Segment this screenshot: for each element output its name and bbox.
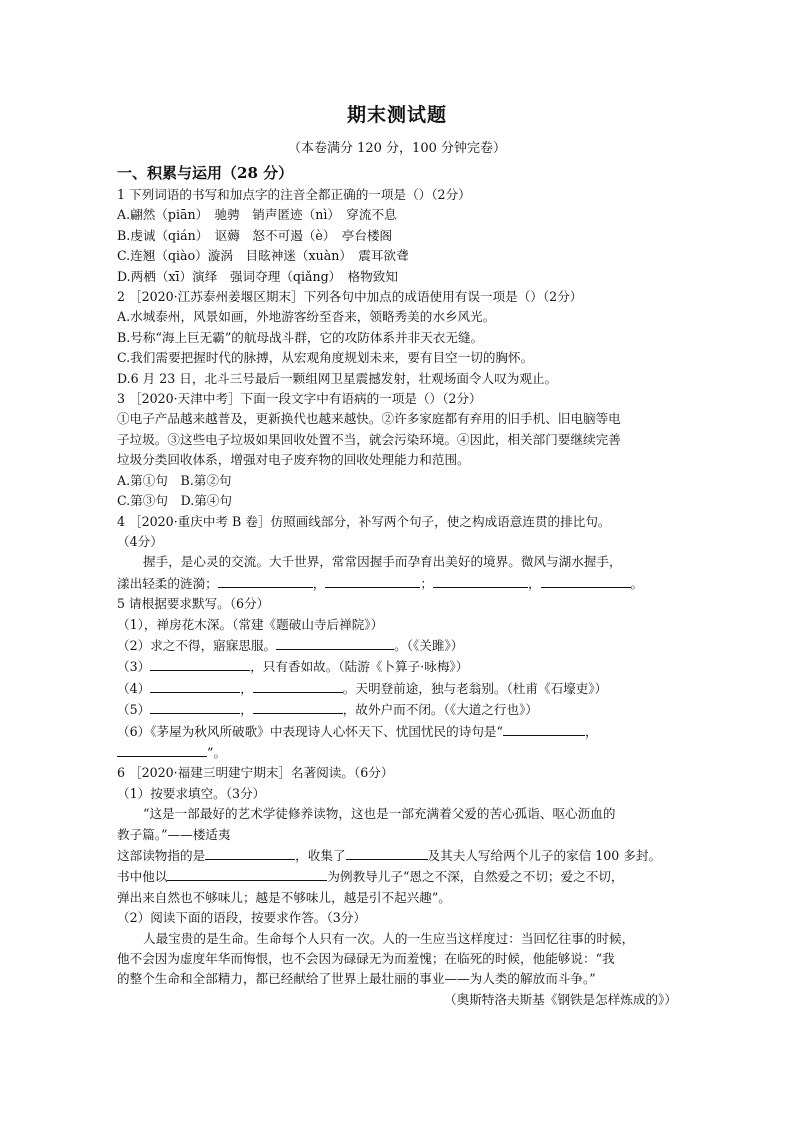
question-score: （4分） [117,533,163,549]
page-subtitle: （本卷满分 120 分，100 分钟完卷） [287,141,507,156]
sub-question-1: （1）按要求填空。（3分） [117,785,266,801]
recite-text: （5） [117,702,151,718]
answer-blank[interactable] [253,678,343,693]
fill-line [117,866,677,887]
passage-line: 握手，是心灵的交流。大千世界，常常因握手而孕育出美好的境界。微风与湖水握手， [143,554,622,570]
answer-blank[interactable] [346,845,428,860]
fill-line [117,845,677,866]
option-a: A.翩然（piān） 驰骋 销声匿迹（nì） 穿流不息 [117,207,397,223]
punct: ， [312,575,326,591]
punct: 。 [630,575,644,591]
quote-line: 教子篇。”——楼适夷 [117,826,231,842]
recite-text: 。（《关雎》） [394,637,464,653]
reading-line: 的整个生命和全部精力，都已经献给了世界上最壮丽的事业——为人类的解放而斗争。” [117,971,596,987]
quote-line: “这是一部最好的艺术学徒修养读物，这也是一部充满着父爱的苦心孤诣、呕心沥血的 [143,806,616,822]
answer-blank[interactable] [433,573,528,588]
sub-question-2: （2）阅读下面的语段，按要求作答。（3分） [117,910,367,926]
fill-text: 为例教导儿子“恩之不深，自然爱之不切；爱之不切， [327,869,624,885]
recite-text: （6）《茅屋为秋风所破歌》中表现诗人心怀天下、忧国忧民的诗句是“ [117,723,503,739]
answer-blank[interactable] [150,699,240,714]
section-heading: 一、积累与运用（28 分） [117,164,294,182]
passage-text: 漾出轻柔的涟漪； [117,575,218,591]
answer-blank[interactable] [503,721,585,736]
recite-line-2 [117,635,677,656]
question-stem: 5 请根据要求默写。（6分） [117,596,270,612]
recite-text: ，只有香如故。（陆游《卜算子·咏梅》） [250,659,469,675]
recite-line-4 [117,678,677,699]
recite-line-7 [117,742,677,763]
option-d: D.两栖（xī）演绎 强词夺理（qiǎng） 格物致知 [117,268,398,284]
recite-line-5 [117,699,677,720]
options-cd: C.第③句 D.第④句 [117,493,232,509]
answer-blank[interactable] [205,845,295,860]
fill-line: 弹出来自然也不够味儿；越是不够味儿，越是引不起兴趣”。 [117,889,451,905]
question-1 [117,185,677,287]
recite-text: （2）求之不得，寤寐思服。 [117,637,277,653]
answer-blank[interactable] [218,573,313,588]
punct: ， [584,723,598,739]
fill-text: ，收集了 [295,848,346,863]
option-c: C.连翘（qiào）漩涡 目眩神迷（xuàn） 震耳欲聋 [117,248,409,264]
recite-line-1: （1），禅房花木深。（常建《题破山寺后禅院》） [117,616,384,632]
punct: ， [527,575,541,591]
fill-text: 及其夫人写给两个儿子的家信 100 多封。 [427,848,662,863]
passage-line: 垃圾分类回收体系，增强对电子废弃物的回收处理能力和范围。 [117,452,470,468]
answer-blank[interactable] [253,699,343,714]
punct: ； [420,575,433,591]
fill-text: 这部读物指的是 [117,848,206,863]
question-6 [117,763,677,1010]
answer-blank[interactable] [167,866,327,881]
question-stem: 6 ［2020·福建三明建宁期末］名著阅读。（6分） [117,765,394,781]
recite-text: （4） [117,680,151,696]
option-c: C.我们需要把握时代的脉搏，从宏观角度规划未来，要有目空一切的胸怀。 [117,350,534,366]
question-stem: 2 ［2020·江苏泰州姜堰区期末］下列各句中加点的成语使用有误一项是（）（2分） [117,289,583,305]
question-5 [117,594,677,763]
reading-line: 他不会因为虚度年华而悔恨，也不会因为碌碌无为而羞愧；在临死的时候，他能够说：“我 [117,951,615,967]
question-4 [117,512,677,595]
answer-blank[interactable] [150,678,240,693]
fill-text: 书中他以 [117,869,168,885]
reading-source: （奥斯特洛夫斯基《钢铁是怎样炼成的》） [444,991,677,1007]
recite-text: （3） [117,659,151,675]
punct: ， [240,702,253,718]
reading-line: 人最宝贵的是生命。生命每个人只有一次。人的一生应当这样度过：当回忆往事的时候， [143,930,635,946]
passage-line: 子垃圾。③这些电子垃圾如果回收处置不当，就会污染环境。④因此，相关部门要继续完善 [117,431,621,447]
question-stem: 3 ［2020·天津中考］下面一段文字中有语病的一项是（）（2分） [117,391,482,407]
question-stem: 1 下列词语的书写和加点字的注音全都正确的一项是（）（2分） [117,187,471,202]
answer-blank[interactable] [276,635,394,650]
option-b: B.号称“海上巨无霸”的航母战斗群，它的攻防体系并非天衣无缝。 [117,329,484,345]
options-ab: A.第①句 B.第②句 [117,472,232,488]
question-2 [117,287,677,389]
recite-text: 。天明登前途，独与老翁别。（杜甫《石壕吏》） [342,680,608,696]
exam-page [117,100,677,1010]
answer-blank[interactable] [541,573,631,588]
recite-line-3 [117,656,677,677]
option-a: A.水城泰州，风景如画，外地游客纷至沓来，领略秀美的水乡风光。 [117,309,496,325]
recite-text: ”。 [207,744,227,760]
question-3 [117,389,677,511]
fill-line [117,573,677,594]
question-stem: 4 ［2020·重庆中考 B 卷］仿照画线部分，补写两个句子，使之构成语意连贯的排比句。 [117,513,611,529]
page-title: 期末测试题 [346,104,447,126]
recite-line-6 [117,721,677,742]
option-b: B.虔诚（qián） 讴薅 怒不可遏（è） 亭台楼阁 [117,227,393,243]
answer-blank[interactable] [117,742,207,757]
answer-blank[interactable] [150,656,250,671]
passage-line: ①电子产品越来越普及，更新换代也越来越快。②许多家庭都有弃用的旧手机、旧电脑等电 [117,411,621,427]
option-d: D.6 月 23 日，北斗三号最后一颗组网卫星震撼发射，壮观场面令人叹为观止。 [117,370,558,386]
recite-text: ，故外户而不闭。（《大道之行也》） [342,702,538,718]
answer-blank[interactable] [325,573,420,588]
punct: ， [240,680,253,696]
